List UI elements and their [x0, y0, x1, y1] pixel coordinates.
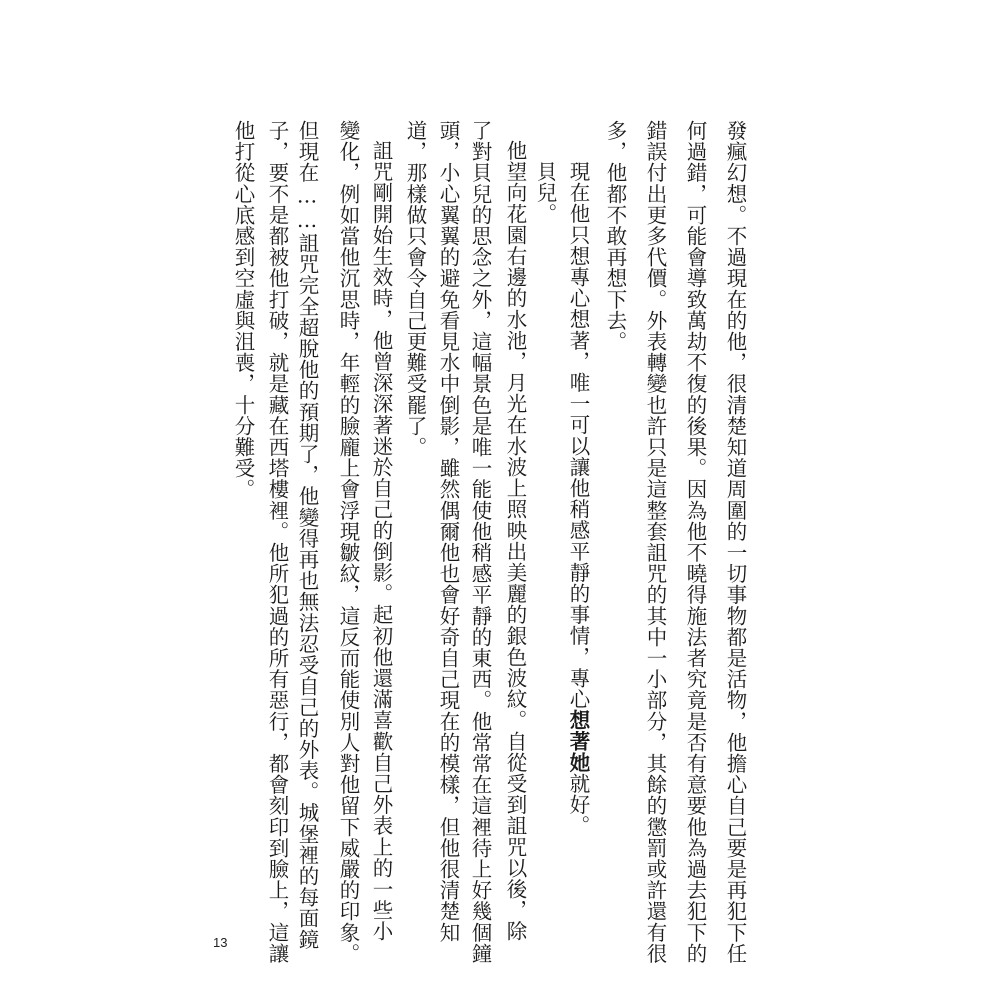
text-column-4: 多，他都不敢再想下去。 — [603, 120, 627, 353]
text-column-13: 但現在……詛咒完全超脫他的預期了，他變得再也無法忍受自己的外表。城堡裡的每面鏡 — [295, 120, 319, 950]
text-column-8: 了對貝兒的思念之外，這幅景色是唯一能使他稍感平靜的東西。他常常在這裡待上好幾個鐘 — [468, 120, 492, 964]
text-column-11: 詛咒剛開始生效時，他曾深深著迷於自己的倒影。起初他還滿喜歡自己外表上的一些小 — [369, 140, 393, 942]
text-column-6: 貝兒。 — [533, 161, 557, 225]
text-column-10: 道，那樣做只會令自己更難受罷了。 — [403, 120, 427, 458]
text-column-14: 子，要不是都被他打破，就是藏在西塔樓裡。他所犯過的所有惡行，都會刻印到臉上，這讓 — [265, 120, 289, 964]
column-5-tail: 就好。 — [566, 772, 590, 837]
text-column-12: 變化，例如當他沉思時，年輕的臉龐上會浮現皺紋，這反而能使別人對他留下威嚴的印象。 — [336, 120, 360, 964]
text-column-9: 頭，小心翼翼的避免看見水中倒影，雖然偶爾他也會好奇自己現在的模樣，但他很清楚知 — [436, 120, 460, 943]
text-column-7: 他望向花園右邊的水池，月光在水波上照映出美麗的銀色波紋。自從受到詛咒以後，除 — [503, 140, 527, 942]
emphasis-text: 想著她 — [566, 709, 590, 773]
text-column-15: 他打從心底感到空虛與沮喪，十分難受。 — [231, 120, 255, 500]
column-5-text: 現在他只想專心想著，唯一可以讓他稍感平靜的事情，專心 — [566, 161, 590, 710]
text-column-2: 何過錯，可能會導致萬劫不復的後果。因為他不曉得施法者究竟是否有意要他為過去犯下的 — [683, 120, 707, 964]
text-column-1: 發瘋幻想。不過現在的他，很清楚知道周圍的一切事物都是活物，他擔心自己要是再犯下任 — [723, 120, 747, 964]
page-number: 13 — [213, 935, 228, 950]
text-column-5 — [563, 161, 593, 836]
text-column-3: 錯誤付出更多代價。外表轉變也許只是這整套詛咒的其中一小部分，其餘的懲罰或許還有很 — [643, 120, 667, 964]
